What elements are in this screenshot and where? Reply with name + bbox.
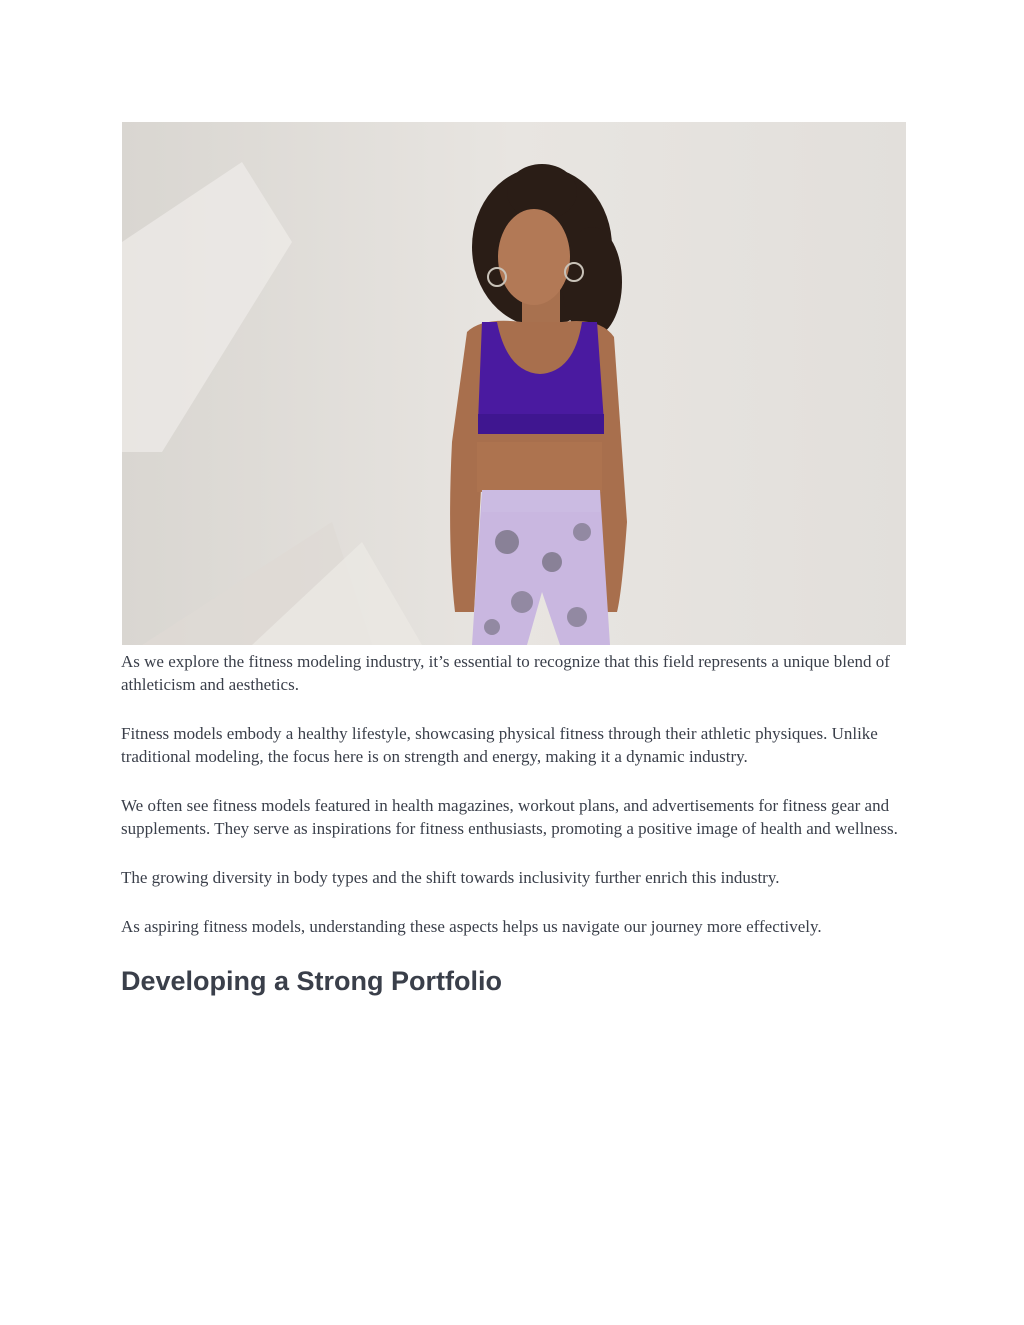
article-body: [121, 650, 911, 998]
section-heading: Developing a Strong Portfolio: [121, 966, 503, 996]
paragraph-lifestyle: Fitness models embody a healthy lifestyle, showcasing physical fitness through their athletic physiques. Unlike traditional modeling, the focus here is on strength and energy, making it a dynamic industry.: [121, 724, 878, 766]
paragraph-aspiring: As aspiring fitness models, understanding these aspects helps us navigate our journey more effectively.: [121, 917, 822, 936]
paragraph-diversity: The growing diversity in body types and the shift towards inclusivity further enrich this industry.: [121, 868, 780, 887]
paragraph-intro: As we explore the fitness modeling industry, it’s essential to recognize that this field represents a unique blend of athleticism and aesthetics.: [121, 652, 890, 694]
fitness-model-photo: [122, 122, 906, 645]
paragraph-features: We often see fitness models featured in health magazines, workout plans, and advertisements for fitness gear and supplements. They serve as inspirations for fitness enthusiasts, promoting a positive image of health and wellness.: [121, 796, 898, 838]
hero-photo: [122, 122, 906, 645]
